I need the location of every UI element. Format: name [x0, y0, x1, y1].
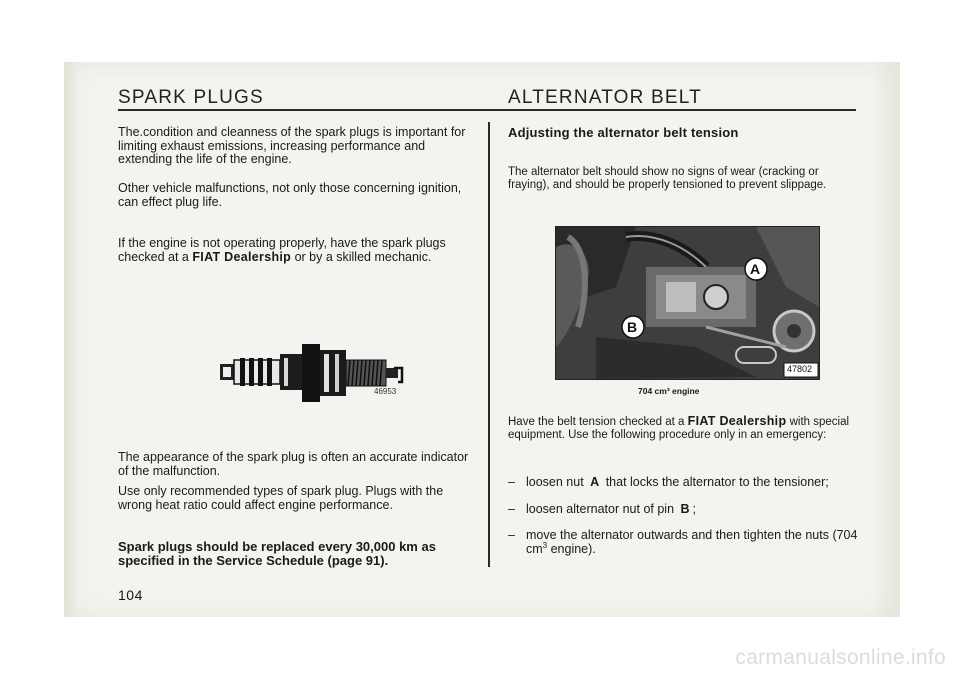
photo-label-b: B: [627, 319, 638, 335]
spark-plugs-malfunctions: Other vehicle malfunctions, not only those concerning ignition, can effect plug life.: [118, 181, 462, 209]
manual-page: [64, 62, 900, 617]
fiat-dealership-left: FIAT Dealership: [192, 249, 292, 264]
dealer-text-before: Have the belt tension checked at a: [508, 416, 688, 428]
spark-plug-illustration: [218, 340, 418, 410]
spark-plugs-intro: The.condition and cleanness of the spark plugs is important for limiting exhaust emissions, increasing performance and extending the life of the engine.: [118, 125, 466, 166]
check-text-after: or by a skilled mechanic.: [291, 249, 432, 264]
fiat-dealership-right: FIAT Dealership: [687, 414, 787, 428]
alternator-intro: The alternator belt should show no signs of wear (cracking or fraying), and should be properly tensioned to prevent slippage.: [508, 166, 827, 191]
alternator-belt-heading: ALTERNATOR BELT: [508, 87, 702, 108]
engine-photo-drawing: [556, 227, 819, 379]
procedure-step: [508, 529, 862, 556]
heading-rule: [118, 109, 856, 111]
column-divider: [488, 122, 490, 567]
step2-rest: ;: [692, 501, 697, 516]
site-watermark: carmanualsonline.info: [735, 646, 946, 669]
procedure-step: [508, 503, 862, 517]
step3-text: move the alternator outwards and then tighten the nuts (704 cm: [526, 528, 858, 556]
page-edge-left: [64, 62, 78, 617]
step3-sup: 3: [542, 540, 548, 550]
alternator-dealer-check: [508, 415, 862, 442]
photo-caption: 704 cm³ engine: [638, 386, 700, 396]
procedure-steps: [508, 476, 862, 569]
spark-plugs-check: [118, 237, 474, 264]
step3-end: engine).: [547, 541, 596, 556]
step1-letter: A: [590, 475, 600, 489]
page-edge-right: [874, 62, 900, 617]
dealer-text-after: with special equipment. Use the following procedure only in an emergency:: [508, 416, 850, 441]
procedure-step: [508, 476, 862, 490]
step2-text: loosen alternator nut of pin: [526, 501, 675, 516]
alternator-subheading: Adjusting the alternator belt tension: [508, 125, 739, 140]
check-text-before: If the engine is not operating properly, have the spark plugs checked at a: [118, 236, 446, 264]
spark-plugs-recommended: Use only recommended types of spark plug. Plugs with the wrong heat ratio could affect engine performance.: [118, 484, 444, 512]
spark-plug-figure-number: 46953: [374, 387, 397, 396]
photo-label-a: A: [750, 261, 761, 277]
spark-plugs-heading: SPARK PLUGS: [118, 87, 264, 108]
spark-plugs-replacement: Spark plugs should be replaced every 30,000 km as specified in the Service Schedule (page 91).: [118, 539, 436, 568]
step1-text: loosen nut: [526, 475, 584, 489]
step1-rest: that locks the alternator to the tensioner;: [605, 475, 829, 489]
engine-photo: [555, 226, 820, 380]
step2-letter: B: [680, 501, 690, 516]
photo-number: 47802: [787, 364, 813, 374]
spark-plugs-appearance: The appearance of the spark plug is often an accurate indicator of the malfunction.: [118, 450, 469, 478]
page-number: 104: [118, 587, 143, 603]
